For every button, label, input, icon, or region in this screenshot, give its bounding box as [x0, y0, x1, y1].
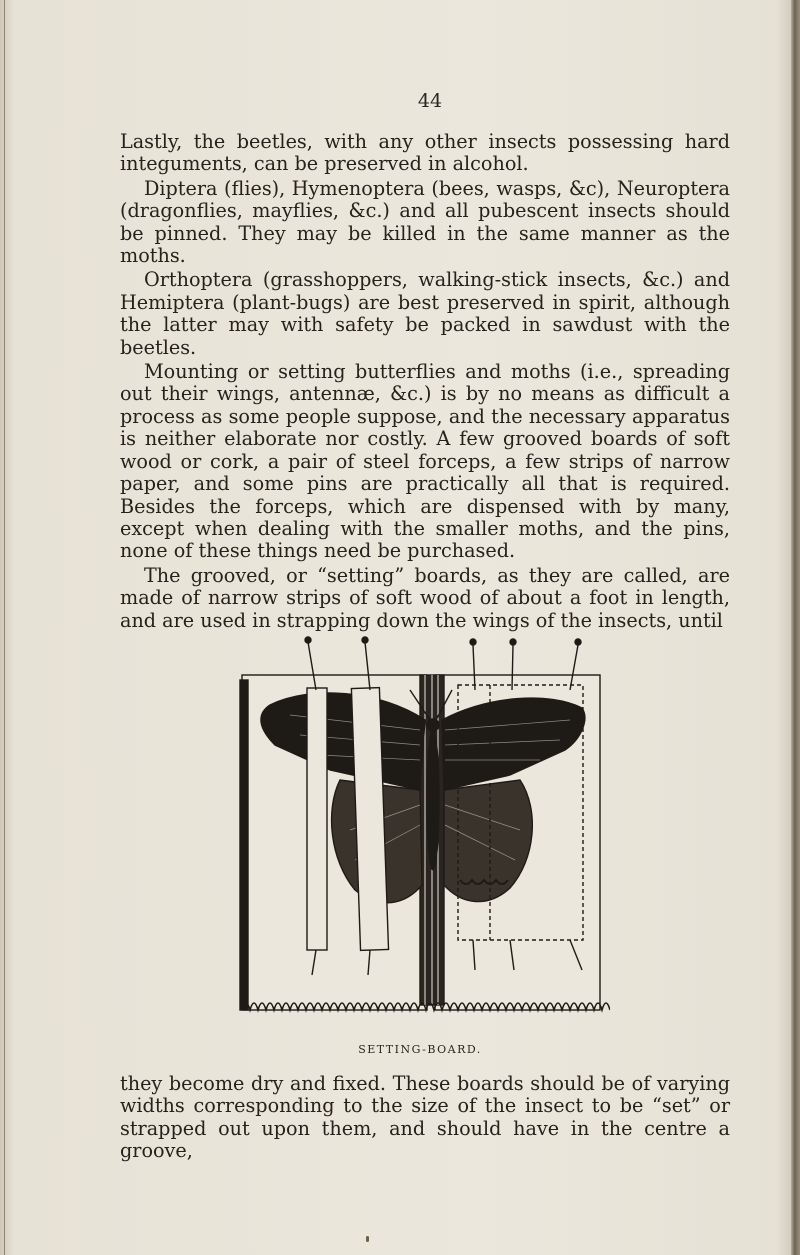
paragraph: Lastly, the beetles, with any other insects possessing hard integuments, can be preserved in alcohol.: [120, 130, 730, 176]
ink-speck: [366, 1236, 369, 1242]
paragraph: Orthoptera (grasshoppers, walking-stick insects, &c.) and Hemiptera (plant-bugs) are best preserved in spirit, although the latter may with safety be packed in sawdust with the beetles.: [120, 268, 730, 359]
setting-board-illustration: [230, 630, 610, 1030]
butterfly-head: [427, 719, 439, 731]
page-edge: [791, 0, 800, 1255]
butterfly-body: [427, 730, 439, 870]
paragraph: Diptera (flies), Hymenoptera (bees, wasps, &c), Neuroptera (dragonflies, mayflies, &c.) and all pubescent insects should be pinned. They may be killed in the same manner as the moths.: [120, 176, 730, 268]
paragraph: The grooved, or “setting” boards, as they are called, are made of narrow strips of soft wood of about a foot in length, and are used in strapping down the wings of the insects, until: [120, 563, 730, 632]
binding-edge: [4, 0, 5, 1255]
paper-strip: [307, 688, 327, 950]
pin: [512, 645, 513, 690]
paragraph: they become dry and fixed. These boards should be of varying widths corresponding to the size of the insect to be “set” or strapped out upon them, and should have in the centre a groove,: [120, 1072, 730, 1163]
upper-text: [120, 131, 730, 632]
paragraph: Mounting or setting butterflies and moths (i.e., spreading out their wings, antennæ, &c.) is by no means as difficult a process as some people suppose, and the necessary apparatus is neither elaborate nor costly. A few grooved boards of soft wood or cork, a pair of steel forceps, a few strips of narrow paper, and some pins are practically all that is required. Besides the forceps, which are dispensed with by many, except when dealing with the smaller moths, and the pins, none of these things need be purchased.: [120, 360, 730, 563]
page-number: 44: [417, 90, 443, 112]
figure-caption: SETTING-BOARD.: [358, 1043, 482, 1056]
board-shadow: [240, 680, 248, 1010]
lower-text: [120, 1073, 730, 1163]
